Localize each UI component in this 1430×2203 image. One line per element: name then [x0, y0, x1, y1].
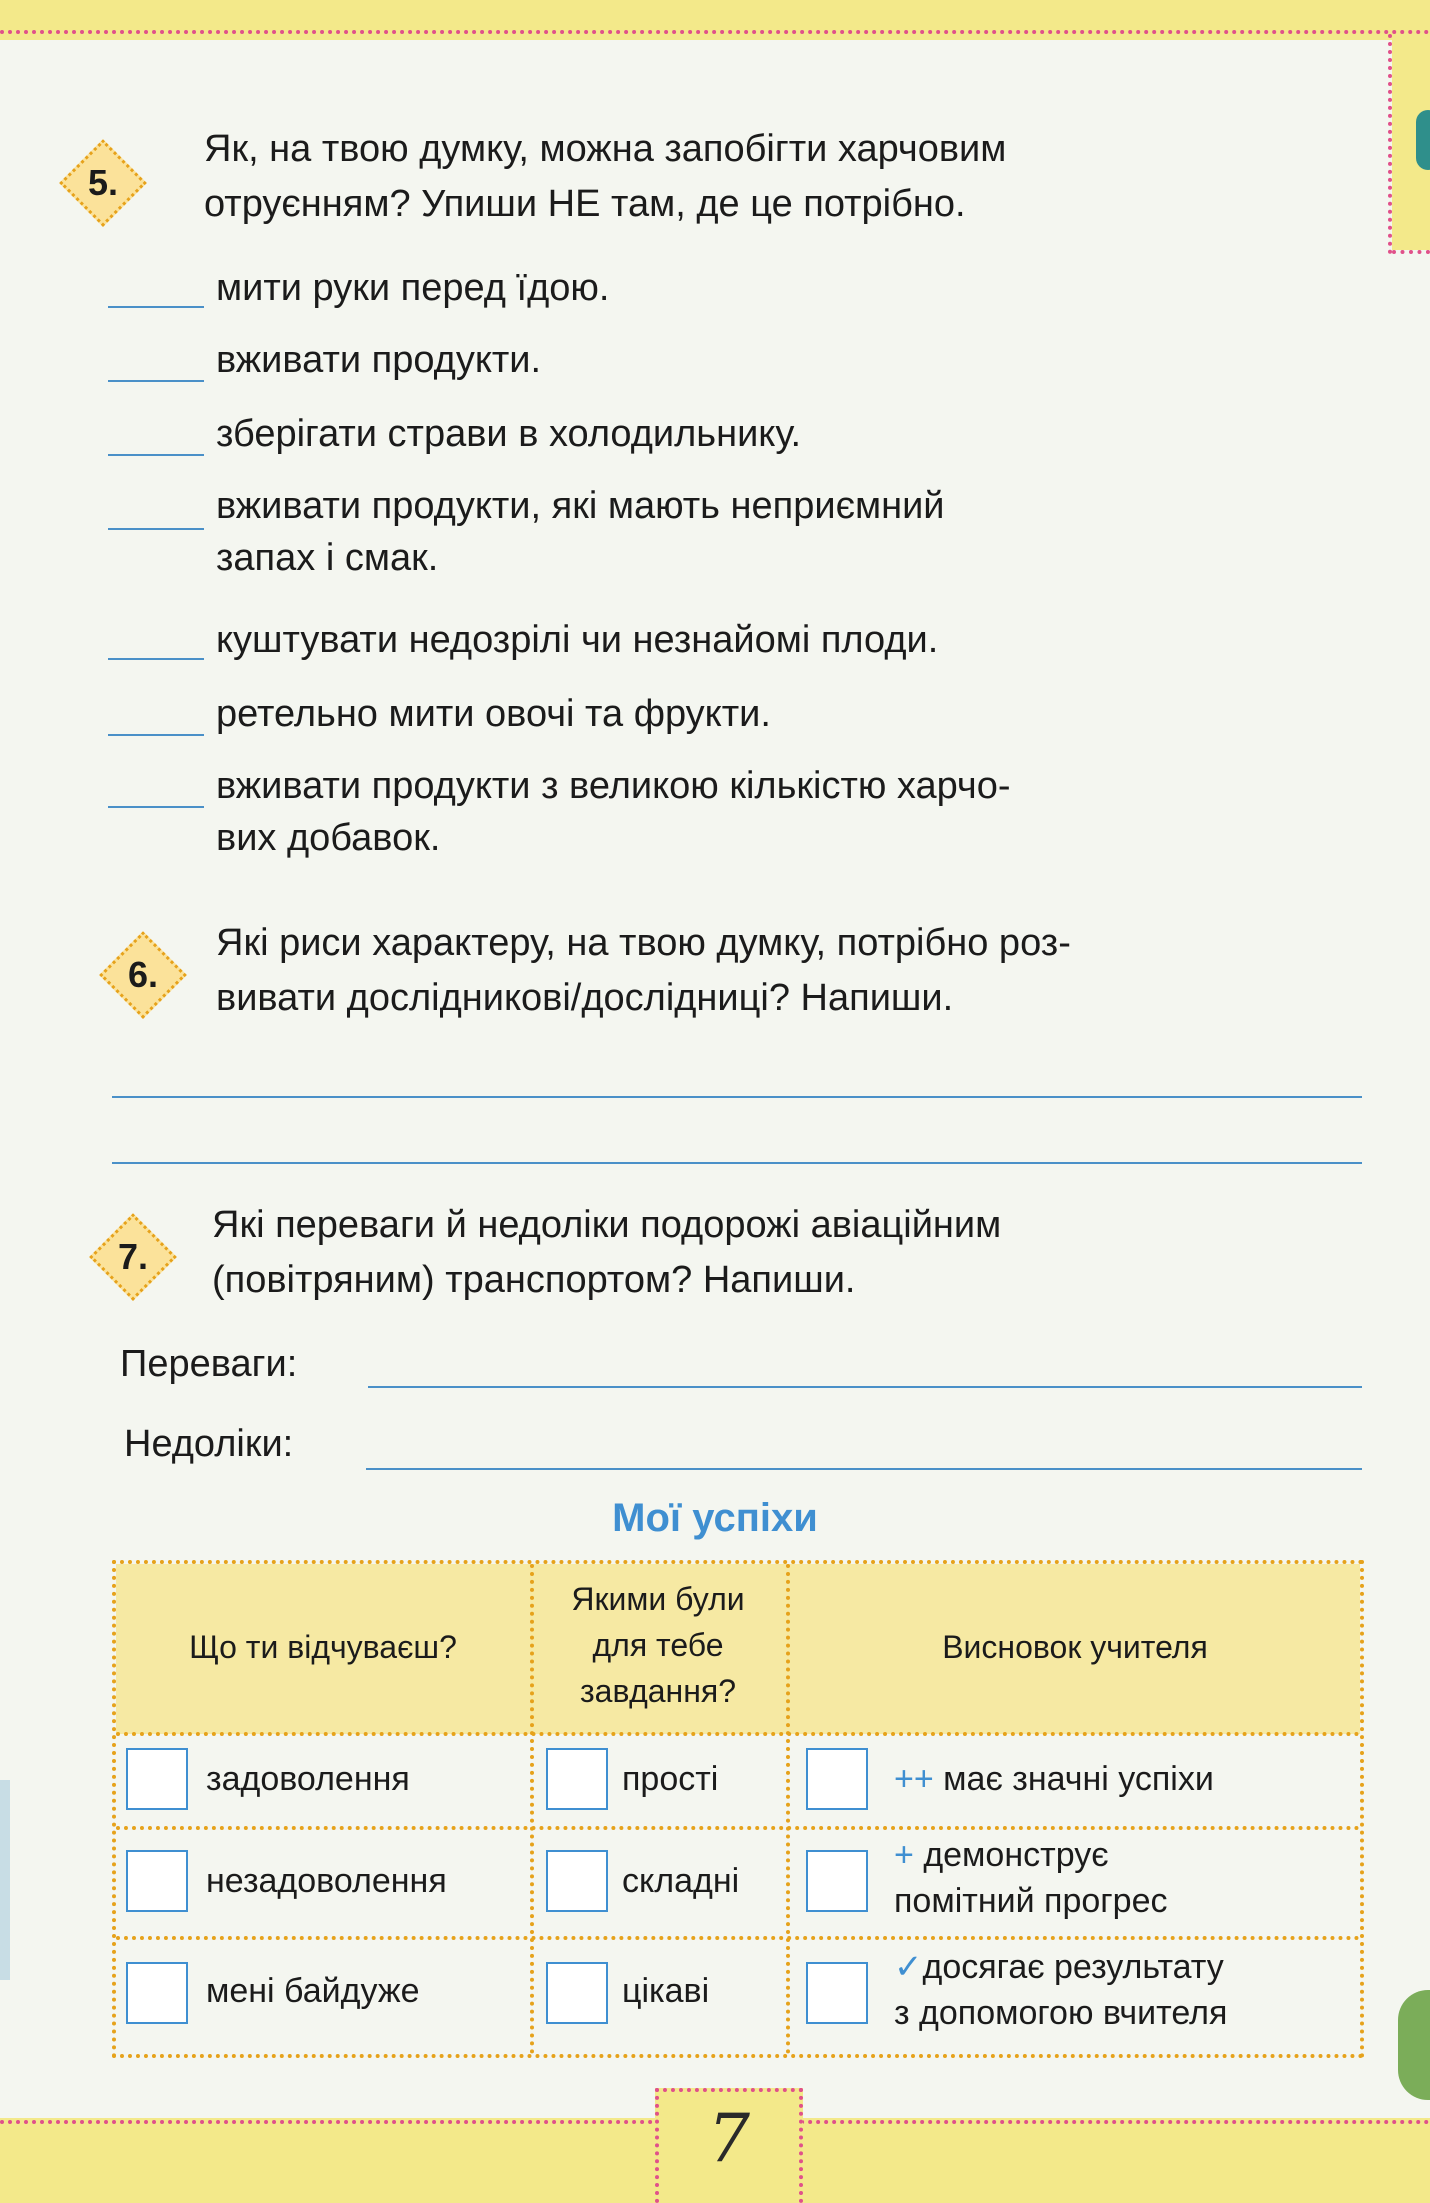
- edge-decoration: [0, 1780, 10, 1980]
- feel-label: мені байдуже: [206, 1972, 420, 2010]
- list-item: [216, 334, 541, 386]
- question-text-line: Які переваги й недоліки подорожі авіаційним: [212, 1204, 1002, 1246]
- answer-blank[interactable]: [108, 806, 204, 808]
- answer-line[interactable]: [112, 1096, 1362, 1098]
- frame-dotted-border: [0, 30, 1430, 34]
- question-6-text: [216, 916, 1071, 1026]
- header-teacher: Висновок учителя: [942, 1629, 1208, 1665]
- leaf-decoration: [1398, 1990, 1430, 2100]
- page-frame-top: [0, 0, 1430, 40]
- answer-line[interactable]: [112, 1162, 1362, 1164]
- item-text: ретельно мити овочі та фрукти.: [216, 693, 771, 735]
- item-text: вживати продукти.: [216, 339, 542, 381]
- question-badge-7: [90, 1214, 176, 1300]
- teacher-text: досягає результату: [922, 1948, 1224, 1986]
- feel-label: незадоволення: [206, 1862, 447, 1900]
- feel-label: задоволення: [206, 1760, 410, 1798]
- row-divider: [116, 1826, 1360, 1830]
- checkbox-feel[interactable]: [126, 1748, 188, 1810]
- answer-blank[interactable]: [108, 528, 204, 530]
- answer-blank[interactable]: [108, 734, 204, 736]
- item-text: мити руки перед їдою.: [216, 267, 610, 309]
- advantages-label: Переваги:: [120, 1343, 298, 1385]
- checkbox-task[interactable]: [546, 1962, 608, 2024]
- item-text: зберігати страви в холодильнику.: [216, 413, 802, 455]
- answer-blank[interactable]: [108, 658, 204, 660]
- checkbox-task[interactable]: [546, 1748, 608, 1810]
- teacher-label: [894, 1832, 1167, 1924]
- answer-blank[interactable]: [108, 380, 204, 382]
- list-item: [216, 688, 771, 740]
- question-7-text: [212, 1198, 1001, 1308]
- question-number: 5.: [87, 162, 119, 203]
- row-divider: [116, 1732, 1360, 1736]
- header-tasks-line: завдання?: [579, 1673, 737, 1709]
- question-text-line: (повітряним) транспортом? Напиши.: [212, 1259, 856, 1301]
- list-item: [216, 408, 801, 460]
- item-text: вих добавок.: [216, 817, 441, 859]
- list-item: [216, 480, 945, 584]
- decorative-blob: [1416, 110, 1430, 170]
- item-text: вживати продукти з великою кількістю харчо-: [216, 765, 1011, 807]
- checkmark-icon: ✓: [894, 1948, 923, 1986]
- header-tasks-line: Якими були: [571, 1581, 745, 1617]
- mark-double-plus: ++: [894, 1760, 934, 1798]
- checkbox-teacher[interactable]: [806, 1962, 868, 2024]
- header-tasks-line: для тебе: [592, 1627, 724, 1663]
- frame-dotted-border-right-bottom: [1392, 250, 1430, 254]
- checkbox-task[interactable]: [546, 1850, 608, 1912]
- list-item: [216, 262, 609, 314]
- header-tasks: [530, 1576, 786, 1714]
- item-text: запах і смак.: [216, 537, 439, 579]
- page-number: 7: [708, 2100, 750, 2177]
- question-badge-6: [100, 932, 186, 1018]
- question-number: 7.: [117, 1236, 149, 1277]
- question-5-text: [204, 122, 1006, 232]
- list-item: [216, 760, 1011, 864]
- teacher-label: [894, 1944, 1227, 2036]
- task-label: складні: [622, 1862, 740, 1900]
- teacher-label: [894, 1756, 1214, 1802]
- teacher-text: помітний прогрес: [894, 1882, 1168, 1920]
- checkbox-teacher[interactable]: [806, 1748, 868, 1810]
- answer-blank[interactable]: [108, 306, 204, 308]
- frame-dotted-border-right: [1388, 34, 1392, 254]
- task-label: прості: [622, 1760, 719, 1798]
- self-assessment-table: [112, 1560, 1364, 2058]
- question-text-line: отруєнням? Упиши НЕ там, де це потрібно.: [204, 183, 966, 225]
- item-text: куштувати недозрілі чи незнайомі плоди.: [216, 619, 939, 661]
- task-label: цікаві: [622, 1972, 710, 2010]
- advantages-answer-line[interactable]: [368, 1386, 1362, 1388]
- answer-blank[interactable]: [108, 454, 204, 456]
- row-divider: [116, 1936, 1360, 1940]
- question-text-line: Як, на твою думку, можна запобігти харчовим: [204, 128, 1007, 170]
- question-text-line: Які риси характеру, на твою думку, потрібно роз-: [216, 922, 1071, 964]
- mark-plus: +: [894, 1836, 914, 1874]
- teacher-text: з допомогою вчителя: [894, 1994, 1228, 2032]
- teacher-text: демонструє: [923, 1836, 1109, 1874]
- checkbox-feel[interactable]: [126, 1962, 188, 2024]
- disadvantages-answer-line[interactable]: [366, 1468, 1362, 1470]
- question-badge-5: [60, 140, 146, 226]
- header-feel: Що ти відчуваєш?: [189, 1629, 457, 1665]
- question-number: 6.: [127, 954, 159, 995]
- checkbox-teacher[interactable]: [806, 1850, 868, 1912]
- item-text: вживати продукти, які мають неприємний: [216, 485, 945, 527]
- checkbox-feel[interactable]: [126, 1850, 188, 1912]
- success-section-title: Мої успіхи: [612, 1496, 818, 1540]
- list-item: [216, 614, 938, 666]
- teacher-text: має значні успіхи: [943, 1760, 1214, 1798]
- disadvantages-label: Недоліки:: [124, 1423, 294, 1465]
- question-text-line: вивати дослідникові/дослідниці? Напиши.: [216, 977, 954, 1019]
